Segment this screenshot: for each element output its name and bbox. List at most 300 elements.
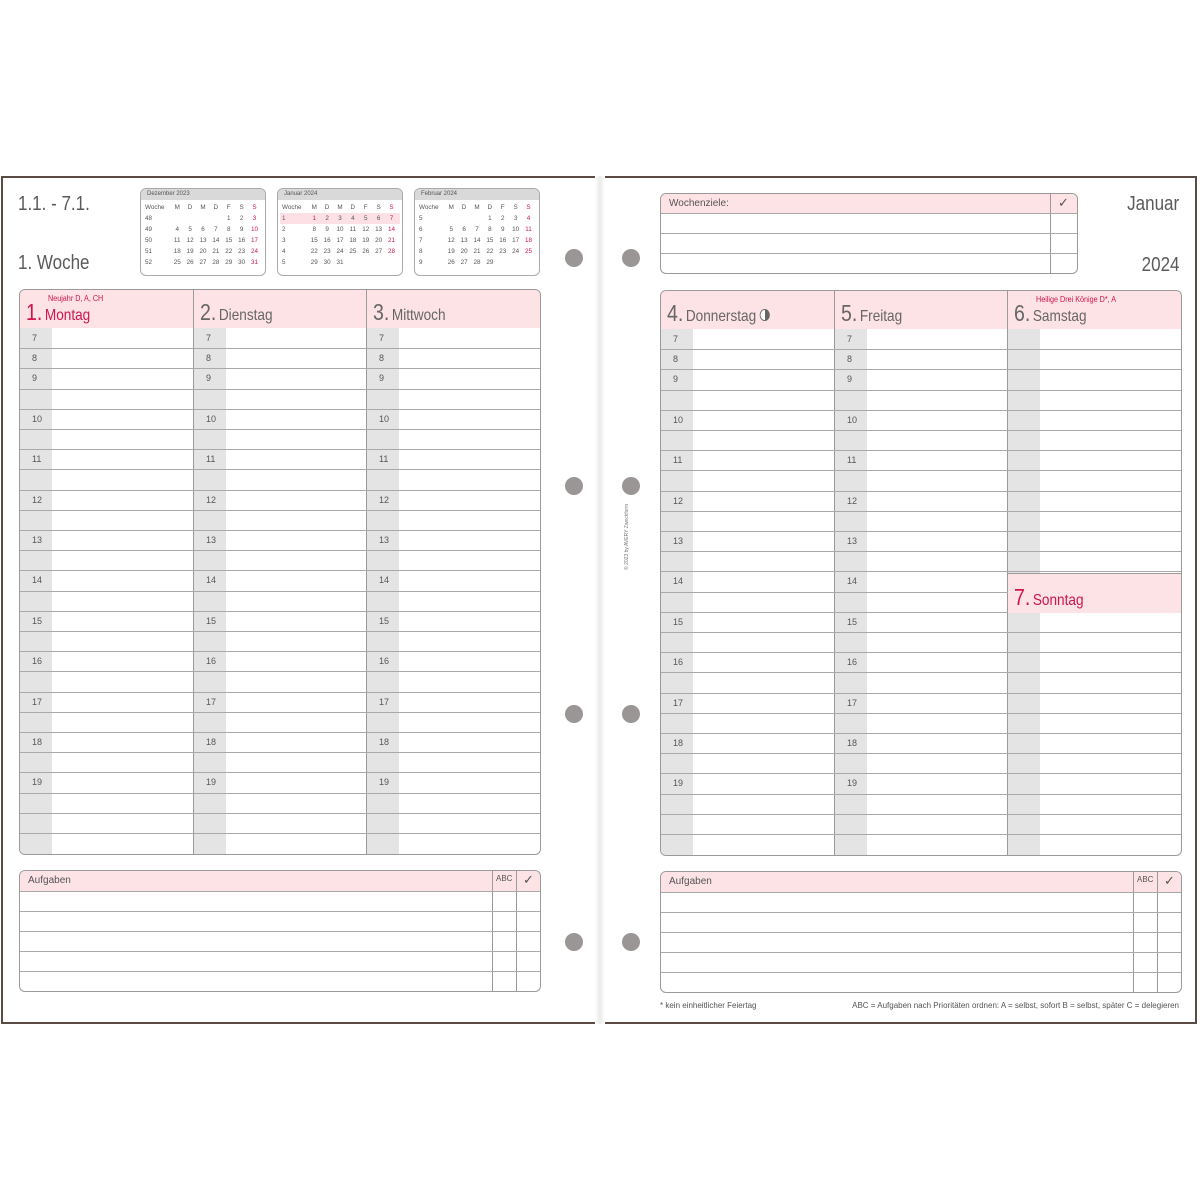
time-line	[367, 389, 540, 390]
time-line	[367, 712, 540, 713]
mini-calendar-cell: 15	[225, 237, 233, 244]
hour-label: 18	[673, 738, 684, 748]
mini-calendar-cell: 3	[252, 215, 257, 222]
mini-calendar-cell: 9	[239, 226, 244, 233]
mini-calendar-cell: 13	[375, 226, 383, 233]
week-title: 1. Woche	[18, 252, 90, 274]
time-line	[367, 510, 540, 511]
mini-calendar-cell: 18	[173, 248, 181, 255]
time-line	[367, 793, 540, 794]
day-number: 4.	[667, 300, 684, 326]
mini-calendar-cell: 25	[173, 259, 181, 266]
mini-calendar-cell: 5	[449, 226, 453, 233]
mini-calendar-title: Januar 2024	[278, 189, 402, 200]
time-line	[835, 430, 1008, 431]
mini-calendar-cell: 7	[419, 237, 423, 244]
hour-label: 15	[206, 616, 217, 626]
task-line	[20, 971, 540, 972]
time-line	[194, 833, 367, 834]
time-line	[1008, 693, 1181, 694]
mini-calendar-cell: 10	[336, 226, 344, 233]
hour-label: 11	[847, 455, 857, 465]
time-line	[661, 491, 835, 492]
holiday-label: Neujahr D, A, CH	[48, 294, 104, 303]
punch-hole	[622, 249, 640, 267]
punch-hole	[565, 705, 583, 723]
day-number: 5.	[841, 300, 858, 326]
mini-calendar-cell: 15	[486, 237, 494, 244]
time-line	[661, 612, 835, 613]
footnote-priority: ABC = Aufgaben nach Prioritäten ordnen: A = selbst, sofort B = selbst, später C = delegieren	[852, 1001, 1179, 1010]
time-line	[367, 469, 540, 470]
time-line	[661, 713, 835, 714]
time-line	[20, 389, 194, 390]
time-line	[835, 551, 1008, 552]
time-line	[194, 469, 367, 470]
mini-calendar-cell: 27	[460, 259, 468, 266]
mini-calendar-cell	[359, 257, 372, 268]
task-line	[661, 892, 1181, 893]
mini-calendar-cell: 24	[251, 248, 259, 255]
time-line	[661, 410, 835, 411]
mini-calendar-cell: 49	[145, 226, 153, 233]
mini-calendar-cell: 31	[251, 259, 259, 266]
time-line	[661, 369, 835, 370]
mini-calendar-cell: 18	[349, 237, 357, 244]
mini-calendar-cell	[509, 257, 522, 268]
time-line	[367, 631, 540, 632]
mini-calendar-cell: 29	[310, 259, 318, 266]
goals-line	[661, 233, 1077, 234]
day-title	[1014, 584, 1084, 611]
weekly-goals-box	[660, 193, 1078, 274]
time-line	[835, 531, 1008, 532]
time-line	[661, 794, 835, 795]
hour-label: 16	[847, 657, 858, 667]
mini-calendar-grid	[282, 202, 398, 268]
hour-label: 7	[206, 333, 212, 343]
mini-calendar-cell: 2	[325, 215, 329, 222]
time-line	[367, 772, 540, 773]
time-line	[367, 732, 540, 733]
mini-calendar-cell: 23	[323, 248, 331, 255]
mini-calendar-cell: 30	[323, 259, 331, 266]
mini-calendar-cell	[209, 213, 222, 224]
mini-calendar-cell: 21	[388, 237, 396, 244]
hour-label: 9	[206, 373, 212, 383]
hour-label: 13	[847, 536, 858, 546]
mini-calendar-cell: 26	[186, 259, 194, 266]
mini-calendar-cell	[346, 257, 359, 268]
time-line	[194, 449, 367, 450]
hour-label: 8	[206, 353, 212, 363]
time-line	[1008, 834, 1181, 835]
time-line	[661, 551, 835, 552]
mini-calendar-header-cell: F	[363, 204, 368, 211]
time-line	[835, 491, 1008, 492]
mini-calendar-cell: 24	[512, 248, 520, 255]
mini-calendar-cell: 26	[362, 248, 370, 255]
day-name: Dienstag	[218, 307, 273, 324]
time-line	[835, 814, 1008, 815]
time-line	[20, 469, 194, 470]
hour-label: 7	[847, 334, 853, 344]
punch-hole	[565, 477, 583, 495]
task-line	[20, 911, 540, 912]
mini-calendar-cell: 22	[225, 248, 233, 255]
mini-calendar-cell: 5	[282, 259, 286, 266]
time-line	[1008, 794, 1181, 795]
time-line	[20, 570, 194, 571]
mini-calendar-cell: 23	[238, 248, 246, 255]
priority-abc-label: ABC	[1137, 875, 1154, 884]
day-name: Sonntag	[1032, 592, 1084, 609]
hour-label: 9	[673, 374, 679, 384]
hour-label: 16	[206, 656, 217, 666]
mini-calendar-cell: 1	[488, 215, 492, 222]
hour-label: 10	[379, 414, 390, 424]
hour-label: 9	[379, 373, 385, 383]
hour-label: 9	[847, 374, 853, 384]
mini-calendar-cell: 12	[362, 226, 370, 233]
hour-label: 10	[847, 415, 858, 425]
time-line	[194, 692, 367, 693]
time-line	[1008, 349, 1181, 350]
mini-calendar-cell: 6	[201, 226, 205, 233]
mini-calendar-header-cell: D	[324, 204, 330, 211]
hour-label: 14	[32, 575, 43, 585]
mini-calendar-cell	[197, 213, 210, 224]
time-line	[367, 651, 540, 652]
day-name: Montag	[44, 307, 91, 324]
time-line	[20, 348, 194, 349]
mini-calendar-cell: 22	[310, 248, 318, 255]
time-line	[367, 490, 540, 491]
mini-calendar-cell: 19	[447, 248, 455, 255]
mini-calendar-cell: 4	[526, 215, 531, 222]
task-line	[661, 932, 1181, 933]
tasks-header	[20, 871, 540, 891]
time-line	[1008, 571, 1181, 572]
time-line	[367, 429, 540, 430]
mini-calendar-cell: 9	[500, 226, 505, 233]
time-line	[1008, 450, 1181, 451]
hour-label: 11	[32, 454, 42, 464]
time-line	[20, 490, 194, 491]
mini-calendar-cell: 23	[499, 248, 507, 255]
time-line	[20, 651, 194, 652]
time-line	[835, 733, 1008, 734]
mini-calendar-header-cell: S	[252, 204, 257, 211]
mini-calendar-cell: 25	[525, 248, 533, 255]
time-line	[1008, 511, 1181, 512]
mini-calendar-cell: 6	[376, 215, 381, 222]
time-line	[367, 671, 540, 672]
moon-phase-icon	[760, 309, 770, 321]
holiday-label: Heilige Drei Könige D*, A	[1036, 295, 1117, 304]
hour-label: 8	[379, 353, 385, 363]
time-line	[835, 834, 1008, 835]
time-line	[835, 571, 1008, 572]
hour-label: 13	[206, 535, 217, 545]
hour-label: 14	[673, 576, 684, 586]
mini-calendar-cell: 9	[419, 259, 423, 266]
time-line	[194, 631, 367, 632]
time-line	[367, 409, 540, 410]
time-line	[194, 530, 367, 531]
mini-calendar-cell: 1	[226, 215, 231, 222]
mini-calendar-header-cell: Woche	[282, 204, 302, 211]
punch-hole	[622, 933, 640, 951]
time-line	[20, 712, 194, 713]
mini-calendar-title: Februar 2024	[415, 189, 539, 200]
hour-label: 9	[32, 373, 38, 383]
day-title	[26, 299, 90, 326]
time-line	[194, 389, 367, 390]
day-header	[20, 290, 194, 328]
day-number: 1.	[26, 299, 43, 325]
hour-label: 19	[206, 777, 217, 787]
mini-calendar-header-cell: Woche	[419, 204, 439, 211]
time-line	[661, 592, 835, 593]
mini-calendar-header-cell: M	[311, 204, 317, 211]
hour-label: 7	[379, 333, 385, 343]
time-line	[835, 652, 1008, 653]
mini-calendar-header-cell: F	[500, 204, 505, 211]
time-line	[367, 611, 540, 612]
mini-calendar-cell: 10	[251, 226, 259, 233]
time-line	[661, 773, 835, 774]
time-line	[194, 712, 367, 713]
time-line	[661, 511, 835, 512]
mini-calendar-cell: 24	[336, 248, 344, 255]
mini-calendar-cell: 28	[388, 248, 396, 255]
imprint-text: © 2023 by AVERY Zweckform	[624, 503, 630, 570]
time-line	[20, 692, 194, 693]
day-name: Mittwoch	[391, 307, 446, 324]
time-line	[835, 693, 1008, 694]
time-line	[1008, 430, 1181, 431]
day-header	[1008, 291, 1181, 329]
day-name: Freitag	[859, 308, 903, 325]
mini-calendar-header-cell: M	[337, 204, 343, 211]
mini-calendar-header-cell: M	[200, 204, 206, 211]
day-header	[1008, 573, 1181, 613]
time-line	[835, 470, 1008, 471]
task-line	[20, 891, 540, 892]
mini-calendar-cell: 5	[188, 226, 192, 233]
hour-label: 15	[379, 616, 390, 626]
time-line	[194, 591, 367, 592]
hour-label: 10	[673, 415, 684, 425]
day-number: 3.	[373, 299, 390, 325]
time-line	[835, 390, 1008, 391]
mini-calendar-cell: 1	[312, 215, 316, 222]
time-line	[835, 369, 1008, 370]
task-line	[20, 931, 540, 932]
mini-calendar-grid	[419, 202, 535, 268]
punch-hole	[565, 933, 583, 951]
time-line	[661, 652, 835, 653]
time-line	[20, 429, 194, 430]
tasks-header	[661, 872, 1181, 892]
time-line	[1008, 672, 1181, 673]
time-line	[835, 511, 1008, 512]
hour-label: 14	[847, 576, 858, 586]
time-line	[194, 752, 367, 753]
mini-calendar-cell: 28	[212, 259, 220, 266]
day-title	[841, 300, 902, 327]
hour-label: 15	[32, 616, 43, 626]
mini-calendar-cell: 29	[486, 259, 494, 266]
mini-calendar-cell: 20	[460, 248, 468, 255]
check-icon: ✓	[1164, 873, 1175, 888]
mini-calendar-cell: 3	[282, 237, 286, 244]
mini-calendar-cell: 22	[486, 248, 494, 255]
mini-calendar-cell	[471, 213, 484, 224]
mini-calendar-cell: 2	[239, 215, 244, 222]
time-line	[20, 530, 194, 531]
hour-label: 13	[32, 535, 43, 545]
mini-calendar-header-cell: F	[226, 204, 231, 211]
mini-calendar-cell: 7	[475, 226, 479, 233]
mini-calendar-cell: 20	[375, 237, 383, 244]
day-column	[194, 328, 367, 854]
time-line	[194, 772, 367, 773]
time-line	[661, 531, 835, 532]
task-line	[661, 912, 1181, 913]
day-number: 7.	[1014, 584, 1031, 610]
time-line	[20, 631, 194, 632]
mini-calendar-cell: 11	[349, 226, 357, 233]
mini-calendar-cell: 16	[499, 237, 507, 244]
mini-calendar-cell	[171, 213, 184, 224]
time-line	[835, 773, 1008, 774]
hour-label: 8	[673, 354, 679, 364]
mini-calendar-cell: 31	[336, 259, 344, 266]
time-line	[367, 813, 540, 814]
hour-label: 12	[379, 495, 390, 505]
mini-calendar-header-cell: D	[487, 204, 493, 211]
hour-label: 14	[379, 575, 390, 585]
time-line	[367, 368, 540, 369]
time-line	[194, 368, 367, 369]
hour-label: 17	[379, 697, 390, 707]
mini-calendar-cell: 3	[338, 215, 342, 222]
mini-calendar-cell: 28	[473, 259, 481, 266]
time-line	[367, 348, 540, 349]
time-line	[20, 772, 194, 773]
mini-calendar-cell: 14	[388, 226, 396, 233]
time-line	[661, 814, 835, 815]
hour-label: 11	[379, 454, 389, 464]
day-header	[194, 290, 367, 328]
mini-calendar-cell: 2	[282, 226, 286, 233]
time-line	[194, 793, 367, 794]
mini-calendar-cell: 52	[145, 259, 153, 266]
hour-label: 8	[847, 354, 853, 364]
priority-abc-label: ABC	[496, 874, 513, 883]
time-line	[367, 692, 540, 693]
time-line	[661, 632, 835, 633]
mini-calendar-header-cell: S	[513, 204, 518, 211]
hour-label: 7	[32, 333, 38, 343]
mini-calendar-grid	[145, 202, 261, 268]
hour-label: 10	[32, 414, 43, 424]
time-line	[835, 612, 1008, 613]
hour-label: 14	[206, 575, 217, 585]
mini-calendar-cell: 4	[282, 248, 286, 255]
time-line	[661, 672, 835, 673]
tasks-label: Aufgaben	[28, 875, 71, 886]
punch-hole	[565, 249, 583, 267]
mini-calendar-cell	[522, 257, 535, 268]
mini-calendar-cell: 8	[419, 248, 423, 255]
mini-calendar-header-cell: Woche	[145, 204, 165, 211]
time-line	[661, 450, 835, 451]
time-line	[1008, 814, 1181, 815]
time-line	[1008, 551, 1181, 552]
goals-line	[661, 213, 1077, 214]
hour-label: 11	[673, 455, 683, 465]
day-column	[367, 328, 540, 854]
mini-calendar-cell: 7	[214, 226, 218, 233]
hour-label: 17	[206, 697, 217, 707]
mini-calendar-cell: 20	[199, 248, 207, 255]
mini-calendar-cell: 17	[251, 237, 259, 244]
mini-calendar-cell: 13	[199, 237, 207, 244]
hour-label: 8	[32, 353, 38, 363]
time-line	[1008, 652, 1181, 653]
footnote-holiday: * kein einheitlicher Feiertag	[660, 1001, 757, 1010]
hour-label: 16	[32, 656, 43, 666]
day-column	[661, 329, 835, 855]
mini-calendar-header-cell: S	[389, 204, 394, 211]
time-line	[1008, 632, 1181, 633]
hour-label: 7	[673, 334, 679, 344]
mini-calendar-cell: 11	[525, 226, 532, 233]
goals-line	[661, 253, 1077, 254]
task-line	[661, 972, 1181, 973]
time-line	[20, 510, 194, 511]
time-line	[835, 672, 1008, 673]
day-column	[835, 329, 1008, 855]
mini-calendar-cell	[385, 257, 398, 268]
day-header	[661, 291, 835, 329]
time-line	[1008, 531, 1181, 532]
tasks-box	[19, 870, 541, 992]
time-line	[367, 752, 540, 753]
hour-label: 15	[847, 617, 858, 627]
day-header	[367, 290, 540, 328]
day-name: Donnerstag	[685, 308, 757, 325]
mini-calendar-cell: 15	[310, 237, 318, 244]
time-line	[194, 550, 367, 551]
time-line	[20, 793, 194, 794]
time-line	[194, 429, 367, 430]
mini-calendar	[277, 188, 403, 276]
time-line	[20, 591, 194, 592]
weekly-goals-label: Wochenziele:	[669, 198, 729, 209]
mini-calendar-cell: 13	[460, 237, 468, 244]
day-header	[835, 291, 1008, 329]
mini-calendar-cell: 16	[323, 237, 331, 244]
mini-calendar-cell: 3	[513, 215, 518, 222]
time-line	[20, 611, 194, 612]
time-line	[194, 570, 367, 571]
mini-calendar-header-cell: D	[461, 204, 467, 211]
time-line	[1008, 733, 1181, 734]
